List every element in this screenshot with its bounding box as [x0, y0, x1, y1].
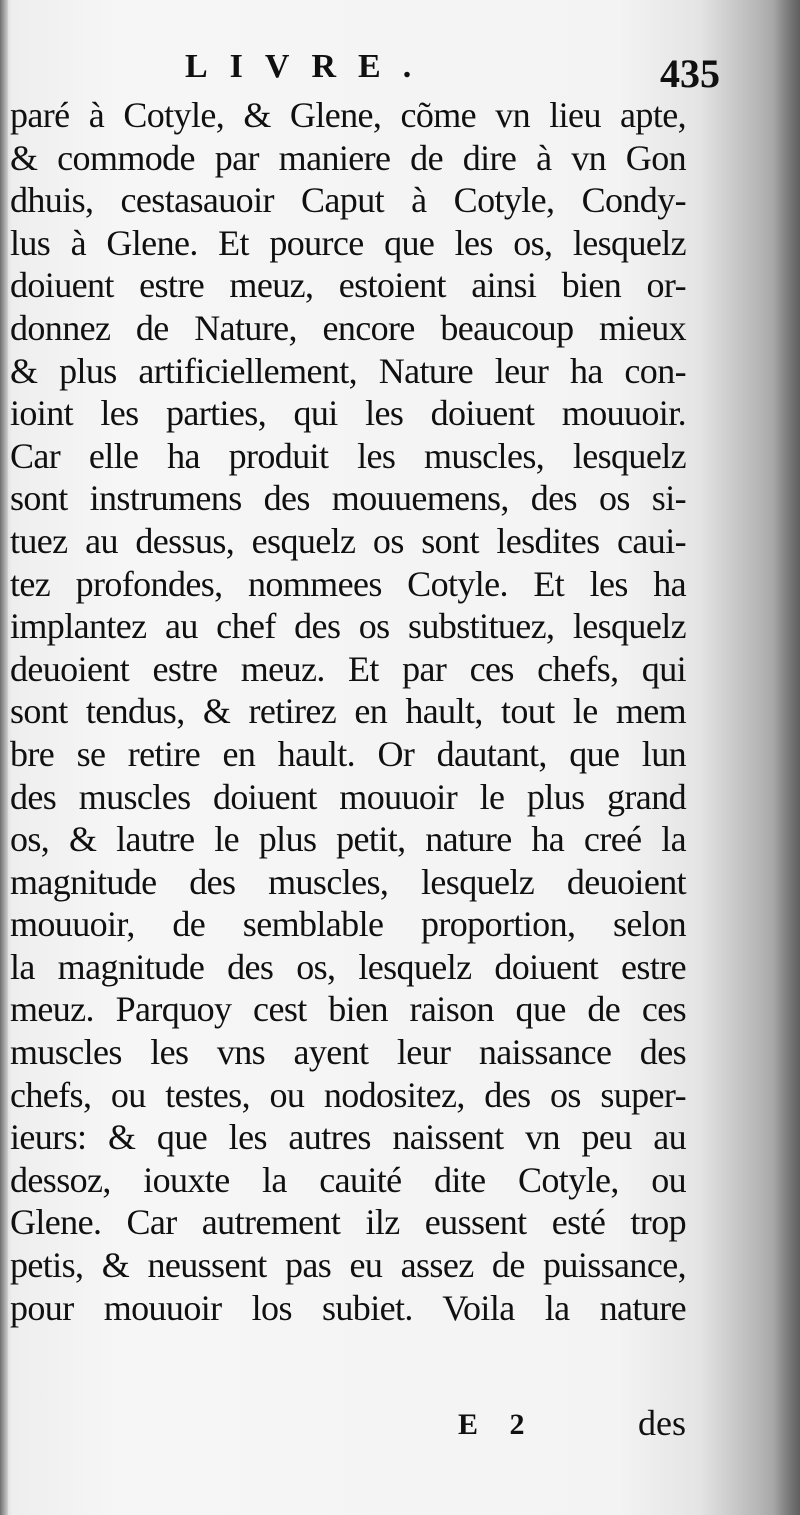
text-line: muscles les vns ayent leur naissance des — [10, 1032, 686, 1073]
text-line: dessoz, iouxte la cauité dite Cotyle, ou — [10, 1159, 686, 1200]
text-line: ioint les parties, qui les doiuent mouuoir. — [10, 393, 686, 434]
text-line: tez profondes, nommees Cotyle. Et les ha — [10, 563, 686, 604]
body-text — [10, 94, 686, 1329]
text-line: sont tendus, & retirez en hault, tout le mem — [10, 691, 686, 732]
text-line: paré à Cotyle, & Glene, cõme vn lieu apte, — [10, 95, 686, 135]
text-line: des muscles doiuent mouuoir le plus grand — [10, 776, 686, 817]
text-line: la magnitude des os, lesquelz doiuent estre — [10, 946, 686, 987]
text-line: implantez au chef des os substituez, lesquelz — [10, 606, 686, 647]
text-line: deuoient estre meuz. Et par ces chefs, qui — [10, 648, 686, 689]
running-head: LIVRE. — [185, 48, 434, 85]
text-line: & commode par maniere de dire à vn Gon — [10, 137, 686, 178]
page-number: 435 — [660, 51, 720, 96]
signature-mark: E 2 — [458, 1408, 537, 1441]
text-line: chefs, ou testes, ou nodositez, des os super- — [10, 1074, 686, 1115]
text-line: pour mouuoir los subiet. Voila la nature — [10, 1287, 686, 1328]
text-line: meuz. Parquoy cest bien raison que de ces — [10, 989, 686, 1030]
text-line: bre se retire en hault. Or dautant, que lun — [10, 733, 686, 774]
text-line: tuez au dessus, esquelz os sont lesdites caui- — [10, 520, 686, 561]
text-line: ieurs: & que les autres naissent vn peu au — [10, 1117, 686, 1158]
text-line: donnez de Nature, encore beaucoup mieux — [10, 307, 686, 348]
page-edge-shadow — [774, 0, 800, 1515]
text-line: mouuoir, de semblable proportion, selon — [10, 904, 686, 945]
text-line: Glene. Car autrement ilz eussent esté trop — [10, 1202, 686, 1243]
text-line: sont instrumens des mouuemens, des os si- — [10, 478, 686, 519]
text-line: magnitude des muscles, lesquelz deuoient — [10, 861, 686, 902]
text-line: doiuent estre meuz, estoient ainsi bien or- — [10, 265, 686, 306]
text-line: os, & lautre le plus petit, nature ha creé la — [10, 819, 686, 860]
text-line: dhuis, cestasauoir Caput à Cotyle, Condy- — [10, 180, 686, 221]
page-gutter-shadow — [0, 0, 8, 1515]
text-line: petis, & neussent pas eu assez de puissance, — [10, 1245, 686, 1286]
catchword: des — [638, 1403, 686, 1443]
text-line: Car elle ha produit les muscles, lesquelz — [10, 435, 686, 476]
text-line: & plus artificiellement, Nature leur ha con- — [10, 350, 686, 391]
text-line: lus à Glene. Et pource que les os, lesquelz — [10, 222, 686, 263]
